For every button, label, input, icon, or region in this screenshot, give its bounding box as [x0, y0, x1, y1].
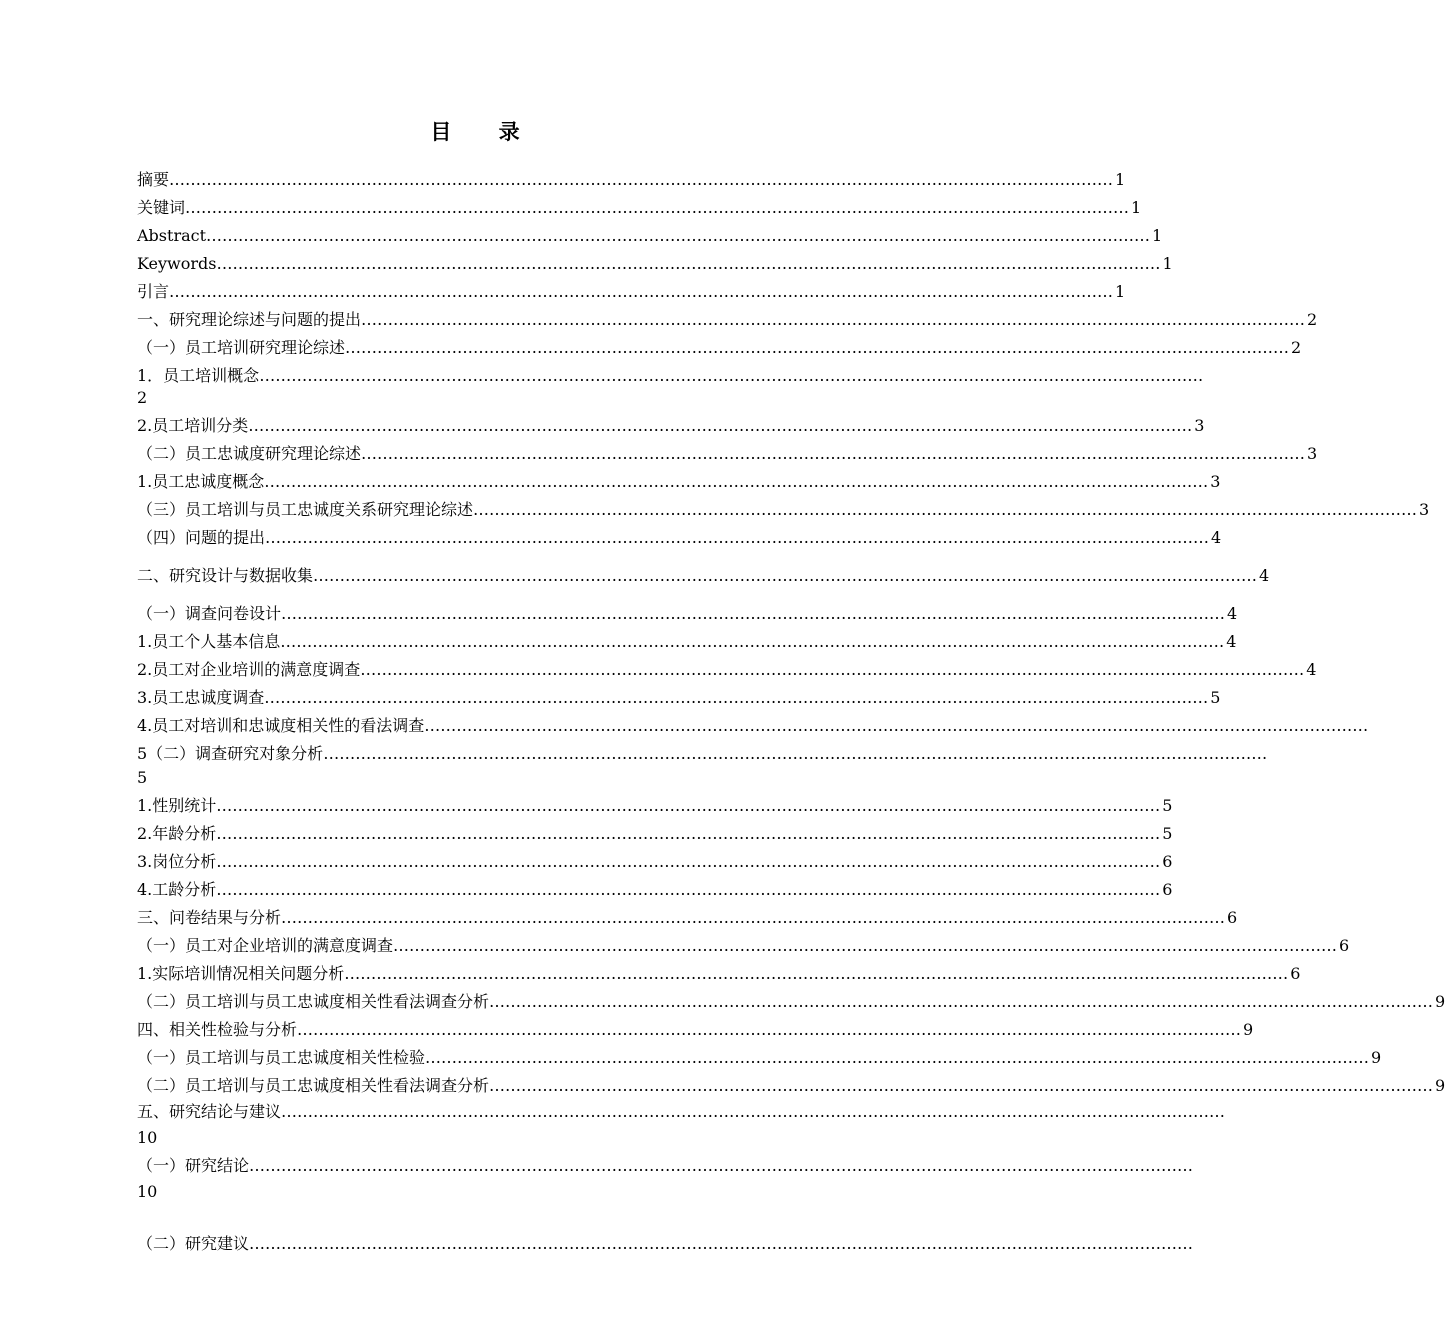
toc-entry-title: 1.员工个人基本信息 [137, 632, 281, 651]
toc-entry[interactable] [137, 309, 1318, 331]
toc-entry-title: 一、研究理论综述与问题的提出 [137, 310, 362, 329]
toc-leader-dots: …………………………………………………………………………………………………………………………………………………………… [264, 688, 1209, 707]
toc-entry-title: Keywords [137, 254, 217, 273]
toc-leader-dots: …………………………………………………………………………………………………………………………………………………………… [344, 964, 1289, 983]
toc-page-number-wrapped: 10 [137, 1182, 158, 1201]
toc-leader-dots: …………………………………………………………………………………………………………………………………………………………… [424, 716, 1369, 735]
toc-page-number: 9 [1371, 1048, 1382, 1067]
toc-page-number: 9 [1435, 1076, 1445, 1095]
toc-page-number: 1 [1131, 198, 1142, 217]
toc-page-number: 4 [1211, 528, 1222, 547]
toc-entry[interactable] [137, 415, 1205, 437]
toc-entry-title: 1．员工培训概念 [137, 366, 260, 385]
toc-entry-title: 4.员工对培训和忠诚度相关性的看法调查 [137, 716, 425, 735]
toc-leader-dots: …………………………………………………………………………………………………………………………………………………………… [281, 604, 1226, 623]
toc-page-number-wrapped: 10 [137, 1128, 158, 1147]
toc-page-number: 3 [1194, 416, 1205, 435]
toc-leader-dots: …………………………………………………………………………………………………………………………………………………………… [323, 744, 1268, 763]
toc-entry[interactable] [137, 795, 1173, 817]
toc-entry[interactable] [137, 253, 1173, 275]
toc-entry-title: （一）员工对企业培训的满意度调查 [137, 936, 394, 955]
toc-page-number: 5 [1210, 688, 1221, 707]
toc-leader-dots: …………………………………………………………………………………………………………………………………………………………… [249, 1156, 1194, 1175]
toc-entry-title: （一）研究结论 [137, 1156, 250, 1175]
toc-page-number: 6 [1162, 880, 1173, 899]
toc-leader-dots: …………………………………………………………………………………………………………………………………………………………… [265, 528, 1210, 547]
toc-leader-dots: …………………………………………………………………………………………………………………………………………………………… [297, 1020, 1242, 1039]
toc-entry-title: 三、问卷结果与分析 [137, 908, 282, 927]
toc-entry[interactable] [137, 1047, 1382, 1069]
toc-entry[interactable] [137, 879, 1173, 901]
toc-entry[interactable] [137, 823, 1173, 845]
toc-entry-title: 摘要 [137, 170, 170, 189]
toc-page-number: 1 [1115, 282, 1126, 301]
toc-leader-dots: …………………………………………………………………………………………………………………………………………………………… [425, 1048, 1370, 1067]
toc-entry-title: （一）员工培训与员工忠诚度相关性检验 [137, 1048, 426, 1067]
toc-entry[interactable] [137, 715, 1369, 737]
toc-page-number: 4 [1306, 660, 1317, 679]
toc-entry-title: （四）问题的提出 [137, 528, 266, 547]
toc-leader-dots: …………………………………………………………………………………………………………………………………………………………… [361, 444, 1306, 463]
toc-leader-dots: …………………………………………………………………………………………………………………………………………………………… [281, 1102, 1226, 1121]
toc-page-number: 1 [1162, 254, 1173, 273]
toc-leader-dots: …………………………………………………………………………………………………………………………………………………………… [281, 908, 1226, 927]
toc-entry-title: 2.员工对企业培训的满意度调查 [137, 660, 361, 679]
toc-entry-title: 四、相关性检验与分析 [137, 1020, 298, 1039]
toc-leader-dots: …………………………………………………………………………………………………………………………………………………………… [216, 880, 1161, 899]
toc-entry-title: 2.员工培训分类 [137, 416, 249, 435]
toc-entry[interactable] [137, 527, 1222, 549]
toc-entry-title: （二）研究建议 [137, 1234, 250, 1253]
toc-entry[interactable] [137, 197, 1142, 219]
toc-entry[interactable] [137, 499, 1430, 521]
toc-page-number: 3 [1210, 472, 1221, 491]
toc-page-number: 2 [1307, 310, 1318, 329]
toc-entry-title: （三）员工培训与员工忠诚度关系研究理论综述 [137, 500, 474, 519]
toc-leader-dots: …………………………………………………………………………………………………………………………………………………………… [280, 632, 1225, 651]
toc-entry-title: 5（二）调查研究对象分析 [137, 744, 324, 763]
toc-entry[interactable] [137, 935, 1350, 957]
toc-page-number: 1 [1115, 170, 1126, 189]
toc-entry-title: （二）员工培训与员工忠诚度相关性看法调查分析 [137, 992, 490, 1011]
toc-page-number-wrapped: 5 [137, 768, 148, 787]
toc-entry[interactable] [137, 337, 1302, 359]
toc-leader-dots: …………………………………………………………………………………………………………………………………………………………… [216, 254, 1161, 273]
toc-leader-dots: …………………………………………………………………………………………………………………………………………………………… [473, 500, 1418, 519]
toc-page-number: 3 [1307, 444, 1318, 463]
toc-page-number: 4 [1227, 604, 1238, 623]
toc-page-number-wrapped: 2 [137, 388, 148, 407]
toc-page-number: 5 [1162, 796, 1173, 815]
toc-leader-dots: …………………………………………………………………………………………………………………………………………………………… [489, 1076, 1434, 1095]
toc-entry[interactable] [137, 169, 1126, 191]
toc-entry[interactable] [137, 365, 1204, 387]
toc-entry[interactable] [137, 281, 1126, 303]
toc-leader-dots: …………………………………………………………………………………………………………………………………………………………… [169, 170, 1114, 189]
toc-entry[interactable] [137, 991, 1445, 1013]
toc-entry-title: 2.年龄分析 [137, 824, 217, 843]
toc-entry-title: 引言 [137, 282, 170, 301]
toc-leader-dots: …………………………………………………………………………………………………………………………………………………………… [216, 796, 1161, 815]
toc-entry[interactable] [137, 565, 1270, 587]
toc-leader-dots: …………………………………………………………………………………………………………………………………………………………… [248, 416, 1193, 435]
toc-entry-title: 1.实际培训情况相关问题分析 [137, 964, 345, 983]
toc-page-number: 4 [1226, 632, 1237, 651]
toc-leader-dots: …………………………………………………………………………………………………………………………………………………………… [169, 282, 1114, 301]
toc-entry-title: 二、研究设计与数据收集 [137, 566, 314, 585]
toc-entry-title: （二）员工忠诚度研究理论综述 [137, 444, 362, 463]
toc-entry[interactable] [137, 1101, 1226, 1123]
toc-entry-title: （二）员工培训与员工忠诚度相关性看法调查分析 [137, 1076, 490, 1095]
toc-entry[interactable] [137, 1233, 1194, 1255]
toc-leader-dots: …………………………………………………………………………………………………………………………………………………………… [249, 1234, 1194, 1253]
toc-entry[interactable] [137, 1155, 1194, 1177]
toc-leader-dots: …………………………………………………………………………………………………………………………………………………………… [393, 936, 1338, 955]
toc-leader-dots: …………………………………………………………………………………………………………………………………………………………… [264, 472, 1209, 491]
toc-entry-title: 五、研究结论与建议 [137, 1102, 282, 1121]
toc-leader-dots: …………………………………………………………………………………………………………………………………………………………… [489, 992, 1434, 1011]
toc-entry[interactable] [137, 443, 1318, 465]
toc-entry[interactable] [137, 687, 1221, 709]
toc-page-number: 4 [1259, 566, 1270, 585]
toc-leader-dots: …………………………………………………………………………………………………………………………………………………………… [216, 824, 1161, 843]
toc-entry-title: 3.岗位分析 [137, 852, 217, 871]
toc-page-number: 9 [1243, 1020, 1254, 1039]
toc-entry[interactable] [137, 963, 1301, 985]
toc-entry[interactable] [137, 631, 1237, 653]
toc-page-number: 9 [1435, 992, 1445, 1011]
toc-entry-title: 关键词 [137, 198, 186, 217]
toc-entry[interactable] [137, 603, 1238, 625]
toc-leader-dots: …………………………………………………………………………………………………………………………………………………………… [360, 660, 1305, 679]
toc-entry[interactable] [137, 659, 1317, 681]
toc-entry-title: （一）调查问卷设计 [137, 604, 282, 623]
toc-entry-title: 3.员工忠诚度调查 [137, 688, 265, 707]
toc-entry-title: 1.性别统计 [137, 796, 217, 815]
toc-leader-dots: …………………………………………………………………………………………………………………………………………………………… [361, 310, 1306, 329]
toc-page-number: 3 [1419, 500, 1430, 519]
toc-entry-title: 1.员工忠诚度概念 [137, 472, 265, 491]
toc-leader-dots: …………………………………………………………………………………………………………………………………………………………… [313, 566, 1258, 585]
toc-entry[interactable] [137, 225, 1163, 247]
toc-entry[interactable] [137, 471, 1221, 493]
toc-entry[interactable] [137, 851, 1173, 873]
toc-page-number: 6 [1162, 852, 1173, 871]
toc-page-number: 6 [1290, 964, 1301, 983]
toc-entry-title: （一）员工培训研究理论综述 [137, 338, 346, 357]
toc-page-number: 2 [1291, 338, 1302, 357]
toc-title: 目 录 [430, 120, 540, 144]
toc-page-number: 6 [1339, 936, 1350, 955]
toc-leader-dots: …………………………………………………………………………………………………………………………………………………………… [185, 198, 1130, 217]
toc-leader-dots: …………………………………………………………………………………………………………………………………………………………… [345, 338, 1290, 357]
toc-leader-dots: …………………………………………………………………………………………………………………………………………………………… [206, 226, 1151, 245]
toc-entry[interactable] [137, 1019, 1254, 1041]
toc-entry[interactable] [137, 743, 1268, 765]
toc-entry-title: 4.工龄分析 [137, 880, 217, 899]
toc-leader-dots: …………………………………………………………………………………………………………………………………………………………… [259, 366, 1204, 385]
toc-entry-title: Abstract [137, 226, 207, 245]
toc-page-number: 1 [1152, 226, 1163, 245]
toc-page-number: 5 [1162, 824, 1173, 843]
toc-entry[interactable] [137, 1075, 1445, 1097]
toc-page-number: 6 [1227, 908, 1238, 927]
toc-entry[interactable] [137, 907, 1238, 929]
toc-leader-dots: …………………………………………………………………………………………………………………………………………………………… [216, 852, 1161, 871]
